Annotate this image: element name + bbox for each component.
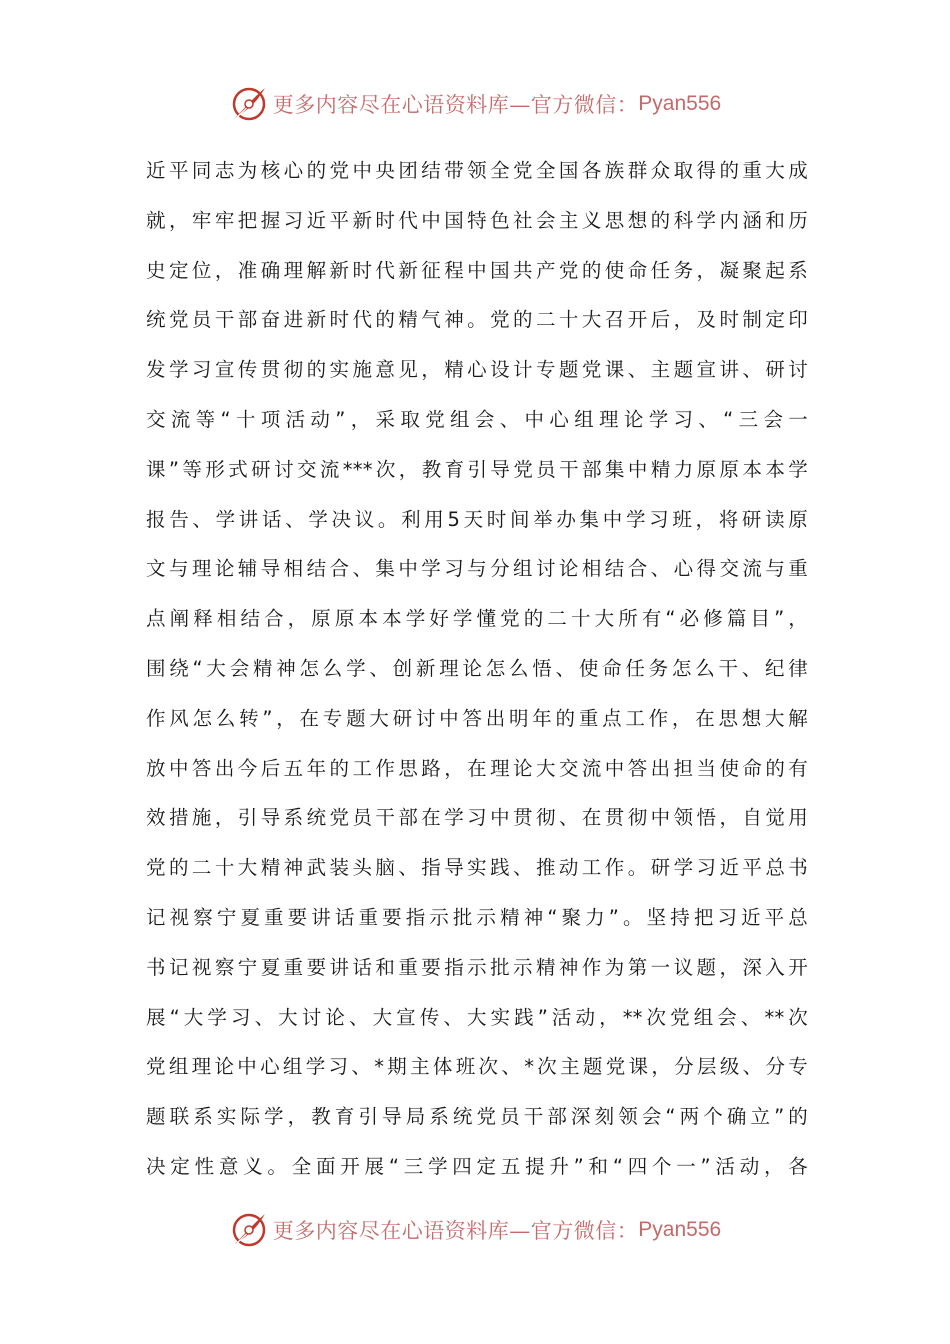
text-line: 展“大学习、大讨论、大宣传、大实践”活动，**次党组会、**次 — [146, 1005, 808, 1029]
header-watermark — [0, 82, 950, 126]
watermark-wechat-id: Pyan556 — [638, 1218, 722, 1241]
text-line: 就，牢牢把握习近平新时代中国特色社会主义思想的科学内涵和历 — [146, 208, 808, 232]
text-line: 效措施，引导系统党员干部在学习中贯彻、在贯彻中领悟，自觉用 — [146, 806, 808, 830]
text-line: 课”等形式研讨交流***次，教育引导党员干部集中精力原原本本学 — [146, 457, 808, 481]
quill-pen-logo-icon — [229, 84, 269, 124]
footer-watermark — [0, 1208, 950, 1252]
text-line: 交流等“十项活动”，采取党组会、中心组理论学习、“三会一 — [146, 407, 808, 431]
watermark-text: 更多内容尽在心语资料库—官方微信： — [272, 93, 639, 117]
text-line: 统党员干部奋进新时代的精气神。党的二十大召开后，及时制定印 — [146, 308, 808, 332]
watermark-text: 更多内容尽在心语资料库—官方微信： — [272, 1219, 639, 1243]
document-body — [146, 146, 808, 1192]
text-line: 史定位，准确理解新时代新征程中国共产党的使命任务，凝聚起系 — [146, 258, 808, 282]
text-line: 近平同志为核心的党中央团结带领全党全国各族群众取得的重大成 — [146, 159, 808, 182]
text-line: 决定性意义。全面开展“三学四定五提升”和“四个一”活动，各 — [146, 1154, 808, 1178]
text-line: 放中答出今后五年的工作思路，在理论大交流中答出担当使命的有 — [146, 756, 808, 780]
text-line: 文与理论辅导相结合、集中学习与分组讨论相结合、心得交流与重 — [146, 557, 808, 581]
text-line: 发学习宣传贯彻的实施意见，精心设计专题党课、主题宣讲、研讨 — [146, 358, 808, 382]
text-line: 报告、学讲话、学决议。利用5天时间举办集中学习班，将研读原 — [146, 507, 808, 531]
quill-pen-logo-icon — [229, 1210, 269, 1250]
text-line: 点阐释相结合，原原本本学好学懂党的二十大所有“必修篇目”， — [146, 607, 808, 631]
text-line: 党的二十大精神武装头脑、指导实践、推动工作。研学习近平总书 — [146, 856, 808, 880]
watermark-wechat-id: Pyan556 — [638, 92, 722, 115]
text-line: 题联系实际学，教育引导局系统党员干部深刻领会“两个确立”的 — [146, 1105, 808, 1129]
text-line: 党组理论中心组学习、*期主体班次、*次主题党课，分层级、分专 — [146, 1055, 808, 1079]
text-line: 围绕“大会精神怎么学、创新理论怎么悟、使命任务怎么干、纪律 — [146, 656, 808, 680]
text-line: 作风怎么转”，在专题大研讨中答出明年的重点工作，在思想大解 — [146, 706, 808, 730]
text-line: 记视察宁夏重要讲话重要指示批示精神“聚力”。坚持把习近平总 — [146, 905, 808, 929]
text-line: 书记视察宁夏重要讲话和重要指示批示精神作为第一议题，深入开 — [146, 955, 808, 979]
